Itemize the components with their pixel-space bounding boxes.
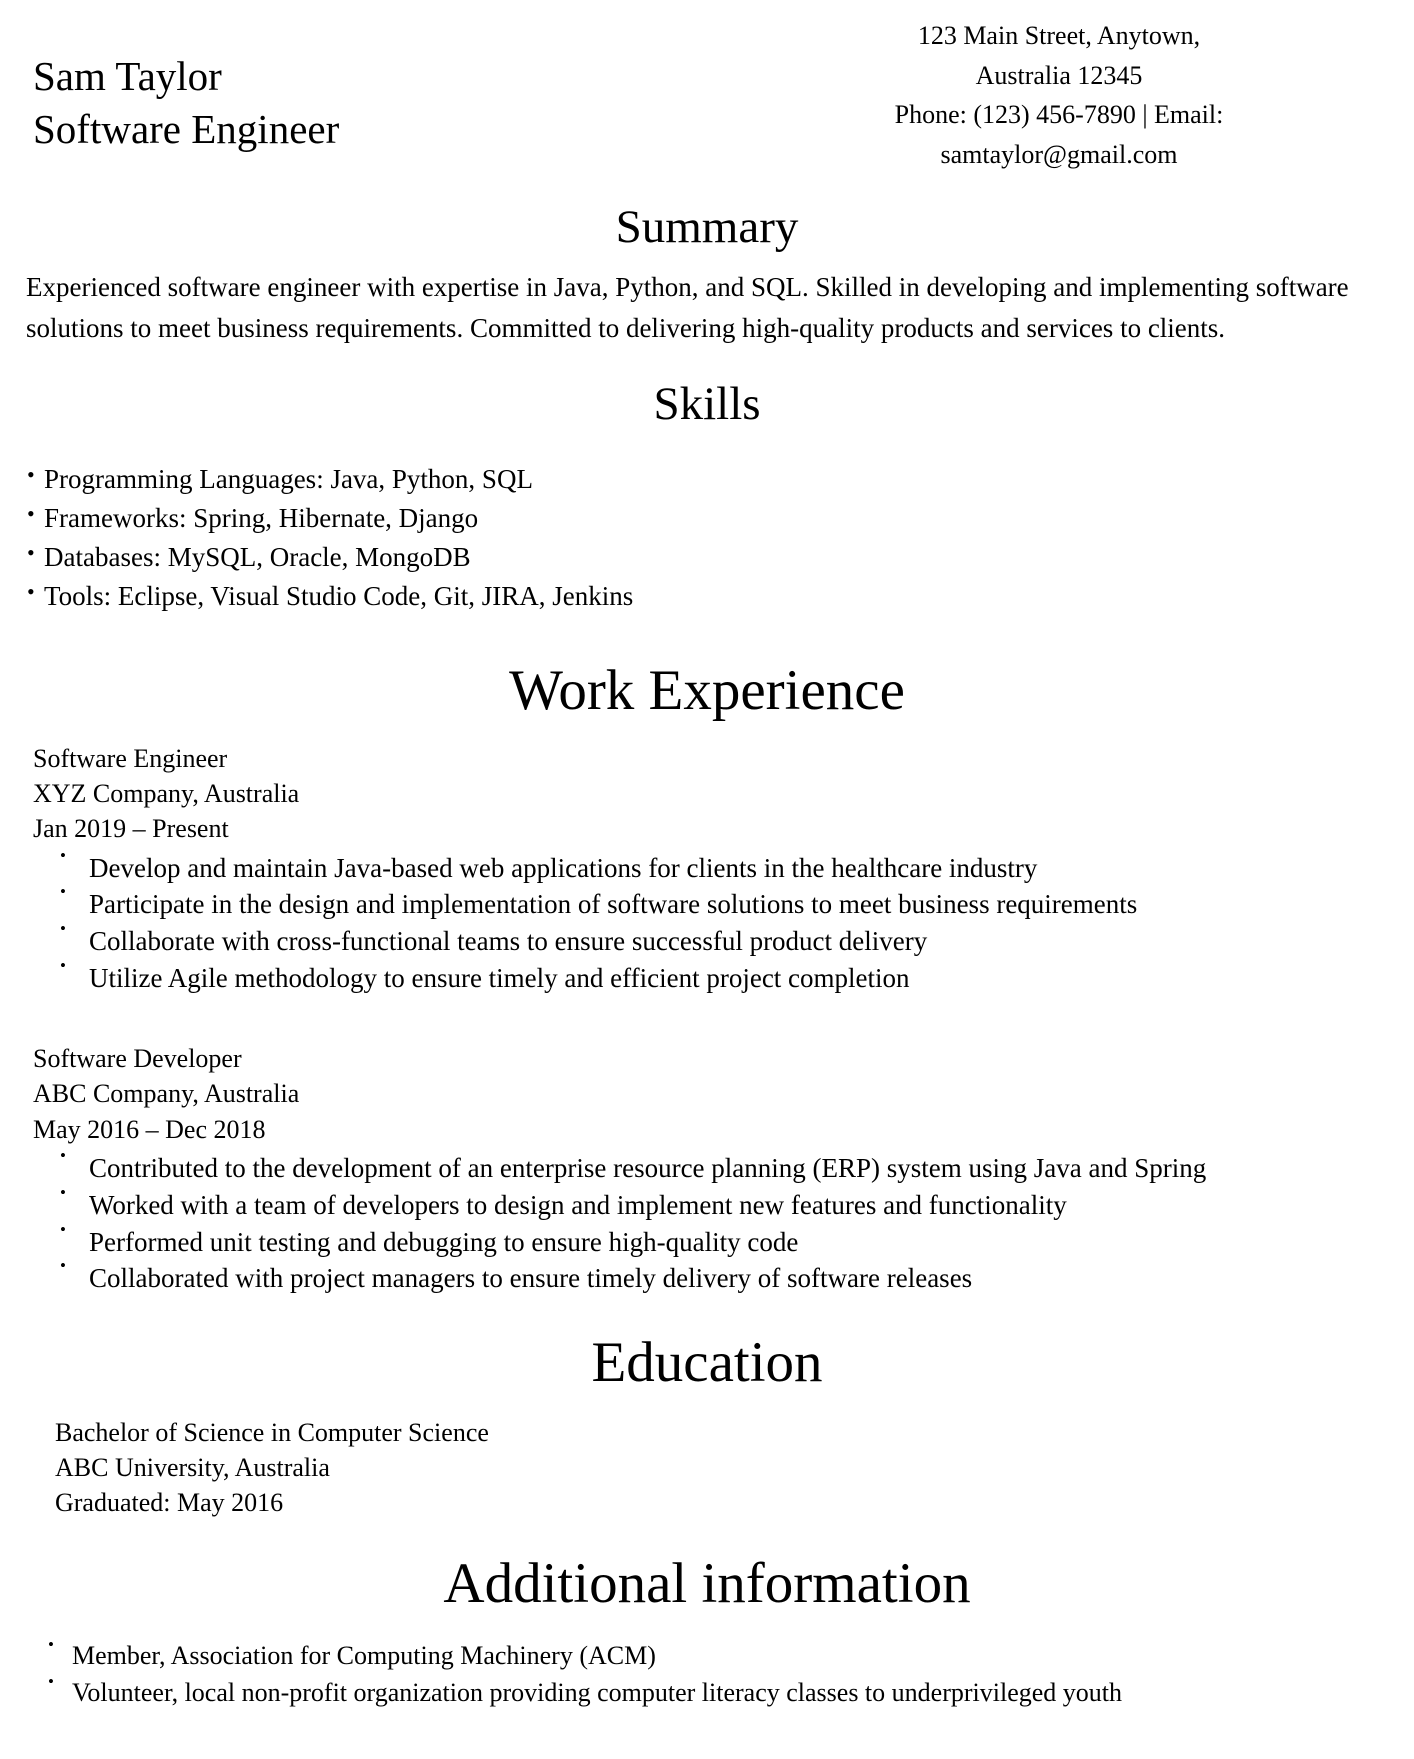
contact-email: samtaylor@gmail.com: [940, 139, 1178, 169]
list-item: • Performed unit testing and debugging to ensure high-quality code: [60, 1225, 1414, 1260]
job-dates: May 2016 – Dec 2018: [33, 1114, 266, 1144]
list-item: • Worked with a team of developers to design and implement new features and functionality: [60, 1188, 1414, 1223]
list-item: • Tools: Eclipse, Visual Studio Code, Git, JIRA, Jenkins: [27, 579, 1414, 614]
job-company: ABC Company, Australia: [33, 1079, 300, 1109]
contact-address-line1: 123 Main Street, Anytown,: [917, 21, 1201, 50]
additional-information-list: [0, 1612, 1414, 1711]
education-institution: ABC University, Australia: [55, 1453, 330, 1483]
job-entry: [0, 998, 1414, 1296]
candidate-role: Software Engineer: [33, 106, 340, 153]
list-item: • Volunteer, local non-profit organization providing computer literacy classes to underprivileged youth: [48, 1676, 1414, 1711]
list-item: • Databases: MySQL, Oracle, MongoDB: [27, 540, 1414, 575]
list-item: • Develop and maintain Java-based web applications for clients in the healthcare industry: [60, 851, 1414, 886]
section-heading-summary: Summary: [615, 201, 799, 254]
candidate-name: Sam Taylor: [33, 53, 222, 99]
contact-address-line2: Australia 12345: [975, 60, 1143, 90]
list-item: • Collaborated with project managers to ensure timely delivery of software releases: [60, 1261, 1414, 1296]
list-item: • Programming Languages: Java, Python, SQL: [27, 462, 1414, 497]
resume-header: [0, 0, 1414, 174]
job-bullet-list: [33, 1151, 1414, 1296]
skills-list: [0, 428, 1414, 614]
job-bullet-list: [33, 851, 1414, 996]
section-heading-education: Education: [591, 1331, 823, 1395]
identity-block: [0, 0, 339, 157]
contact-phone-email-line: Phone: (123) 456-7890 | Email:: [894, 100, 1224, 130]
section-heading-skills: Skills: [653, 378, 761, 431]
work-experience-list: [0, 719, 1414, 1297]
list-item: • Contributed to the development of an enterprise resource planning (ERP) system using Java and Spring: [60, 1151, 1414, 1186]
contact-block: [844, 0, 1274, 174]
job-title: Software Engineer: [33, 743, 228, 773]
list-item: • Participate in the design and implementation of software solutions to meet business requirements: [60, 887, 1414, 922]
list-item: • Frameworks: Spring, Hibernate, Django: [27, 501, 1414, 536]
job-entry: [0, 741, 1414, 996]
job-company: XYZ Company, Australia: [33, 778, 300, 808]
job-dates: Jan 2019 – Present: [33, 814, 229, 844]
section-heading-work-experience: Work Experience: [509, 658, 905, 722]
summary-text: Experienced software engineer with expertise in Java, Python, and SQL. Skilled in developing and implementing software solutions to meet business requirements. Committed to delivering high-quality products and services to clients.: [26, 272, 1349, 344]
list-item: • Utilize Agile methodology to ensure timely and efficient project completion: [60, 961, 1414, 996]
section-heading-additional-information: Additional information: [443, 1551, 971, 1615]
education-entry: [0, 1391, 1414, 1520]
job-title: Software Developer: [33, 1043, 242, 1073]
list-item: • Member, Association for Computing Machinery (ACM): [48, 1639, 1414, 1674]
list-item: • Collaborate with cross-functional teams to ensure successful product delivery: [60, 924, 1414, 959]
education-degree: Bachelor of Science in Computer Science: [55, 1418, 489, 1448]
education-graduation-date: Graduated: May 2016: [55, 1488, 284, 1518]
